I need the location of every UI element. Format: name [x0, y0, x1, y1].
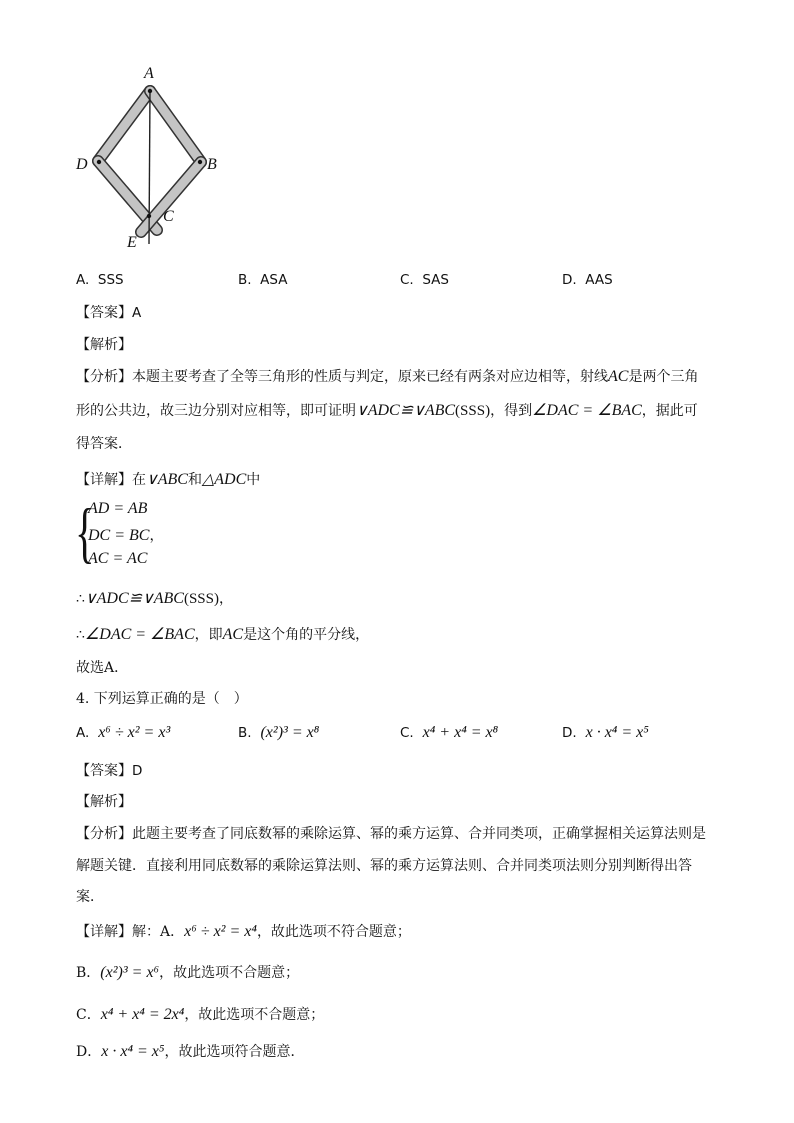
option-expr: (x²)³ = x⁸: [260, 724, 320, 741]
option-expr: x⁴ + x⁴ = x⁸: [422, 724, 499, 741]
text: ，即: [194, 627, 223, 643]
q3-option-c: [400, 272, 449, 288]
analysis-tag: 【分析】: [76, 369, 132, 385]
math-expr: x⁶ ÷ x² = x⁴: [184, 923, 257, 940]
text: 是这个角的平分线，: [243, 627, 370, 643]
system-eq-1: AD = AB: [88, 500, 148, 517]
math-sss: (SSS): [183, 591, 219, 607]
rod-ad: [98, 91, 150, 161]
option-key: A.: [76, 725, 90, 741]
option-text: ASA: [260, 272, 288, 288]
option-expr: x · x⁴ = x⁵: [585, 724, 649, 741]
math-ac: AC: [222, 626, 244, 643]
vertex-label-d: D: [76, 156, 88, 173]
text: ，得到: [490, 403, 533, 419]
system-eq-3: AC = AC: [88, 550, 148, 567]
option-key: B.: [238, 725, 252, 741]
analysis-tag: 【分析】: [76, 826, 132, 842]
q4-analysis-line-2: 解题关键．直接利用同底数幂的乘除运算法则、幂的乘方运算法则、合并同类项法则分别判断得出答: [76, 858, 692, 874]
math-expr: x · x⁴ = x⁵: [101, 1043, 165, 1060]
option-key: A.: [76, 272, 90, 288]
answer-value: D: [132, 763, 143, 779]
q4-option-a: [76, 724, 170, 742]
joint-b: [198, 160, 202, 164]
therefore-symbol: ∴: [76, 591, 85, 607]
text: ，据此可: [641, 403, 698, 419]
math-angle-eq: ∠DAC = ∠BAC: [532, 402, 642, 419]
math-congruence: ∨ADC≌∨ABC: [356, 402, 456, 419]
option-key: D.: [562, 725, 577, 741]
q3-answer: [76, 302, 141, 322]
system-eq-2-text: DC = BC: [88, 527, 150, 544]
q4-answer: [76, 760, 142, 780]
math-expr: x⁴ + x⁴ = 2x⁴: [100, 1006, 185, 1023]
text: 形的公共边，故三边分别对应相等，即可证明: [76, 403, 356, 419]
text: 解：A．: [132, 924, 185, 940]
q4-detail-b: [76, 962, 299, 982]
q3-conclusion-1: [76, 588, 233, 608]
system-comma: ，: [149, 528, 164, 544]
text: D．: [76, 1044, 102, 1060]
math-sss: (SSS): [455, 403, 491, 419]
q3-jiexi-tag: 【解析】: [76, 337, 132, 353]
option-key: C.: [400, 725, 414, 741]
vertex-label-c: C: [163, 208, 174, 225]
detail-tag: 【详解】: [76, 924, 132, 940]
option-expr: x⁶ ÷ x² = x³: [98, 724, 171, 741]
joint-c: [147, 214, 151, 218]
q3-option-d: [562, 272, 613, 288]
text: ，故此选项符合题意．: [164, 1044, 305, 1060]
text: ，故此选项不合题意；: [159, 965, 300, 981]
system-eq-2: [88, 525, 163, 545]
q3-analysis-line-2: [76, 400, 698, 420]
joint-a: [148, 89, 152, 93]
text: 是两个三角: [628, 369, 699, 385]
q4-jiexi-tag: 【解析】: [76, 794, 132, 810]
text: B．: [76, 965, 101, 981]
vertex-label-a: A: [144, 65, 154, 82]
q4-option-d: [562, 724, 649, 742]
detail-tag: 【详解】: [76, 472, 132, 488]
text: ，: [219, 591, 233, 607]
q4-option-b: [238, 724, 319, 742]
answer-tag: 【答案】: [76, 305, 132, 321]
math-expr: (x²)³ = x⁶: [100, 964, 160, 981]
text: 在: [132, 472, 146, 488]
text: ，故此选项不符合题意；: [256, 924, 411, 940]
text: 中: [246, 472, 261, 488]
q4-analysis-line-3: 案．: [76, 889, 104, 905]
math-triangle-adc: △ADC: [201, 471, 247, 488]
math-angle-eq: ∠DAC = ∠BAC: [84, 626, 195, 643]
q4-detail-d: [76, 1041, 304, 1061]
rod-ab: [150, 91, 201, 162]
q4-option-c: [400, 724, 498, 742]
ray-ae: [149, 91, 150, 244]
text: C．: [76, 1007, 101, 1023]
q3-detail-line-1: [76, 469, 260, 489]
text: 和: [187, 472, 202, 488]
option-key: B.: [238, 272, 252, 288]
q4-detail-c: [76, 1004, 324, 1024]
option-text: AAS: [585, 272, 613, 288]
vertex-label-e: E: [127, 234, 137, 251]
q3-analysis-line-1: [76, 366, 698, 386]
q3-analysis-line-3: 得答案．: [76, 436, 132, 452]
q3-conclusion-2: [76, 624, 369, 644]
math-ac: AC: [608, 368, 629, 385]
q3-choice: 故选A．: [76, 660, 129, 676]
vertex-label-b: B: [207, 156, 217, 173]
option-text: SSS: [97, 272, 124, 288]
system-brace: {: [75, 494, 95, 570]
option-key: D.: [562, 272, 577, 288]
text: ，故此选项不合题意；: [184, 1007, 325, 1023]
option-text: SAS: [422, 272, 449, 288]
text: 本题主要考查了全等三角形的性质与判定，原来已经有两条对应边相等，射线: [132, 369, 608, 385]
text: 此题主要考查了同底数幂的乘除运算、幂的乘方运算、合并同类项，正确掌握相关运算法则是: [132, 826, 706, 842]
therefore-symbol: ∴: [76, 627, 85, 643]
q3-option-a: [76, 272, 124, 288]
math-congruence: ∨ADC≌∨ABC: [84, 590, 184, 607]
joint-d: [97, 160, 101, 164]
q4-detail-a: [76, 921, 411, 941]
answer-tag: 【答案】: [76, 763, 132, 779]
option-key: C.: [400, 272, 414, 288]
q3-option-b: [238, 272, 287, 288]
answer-value: A: [132, 305, 142, 321]
q4-analysis-line-1: [76, 823, 706, 843]
q4-question: 4. 下列运算正确的是（ ）: [76, 691, 248, 707]
math-triangle-abc: ∨ABC: [146, 471, 188, 488]
